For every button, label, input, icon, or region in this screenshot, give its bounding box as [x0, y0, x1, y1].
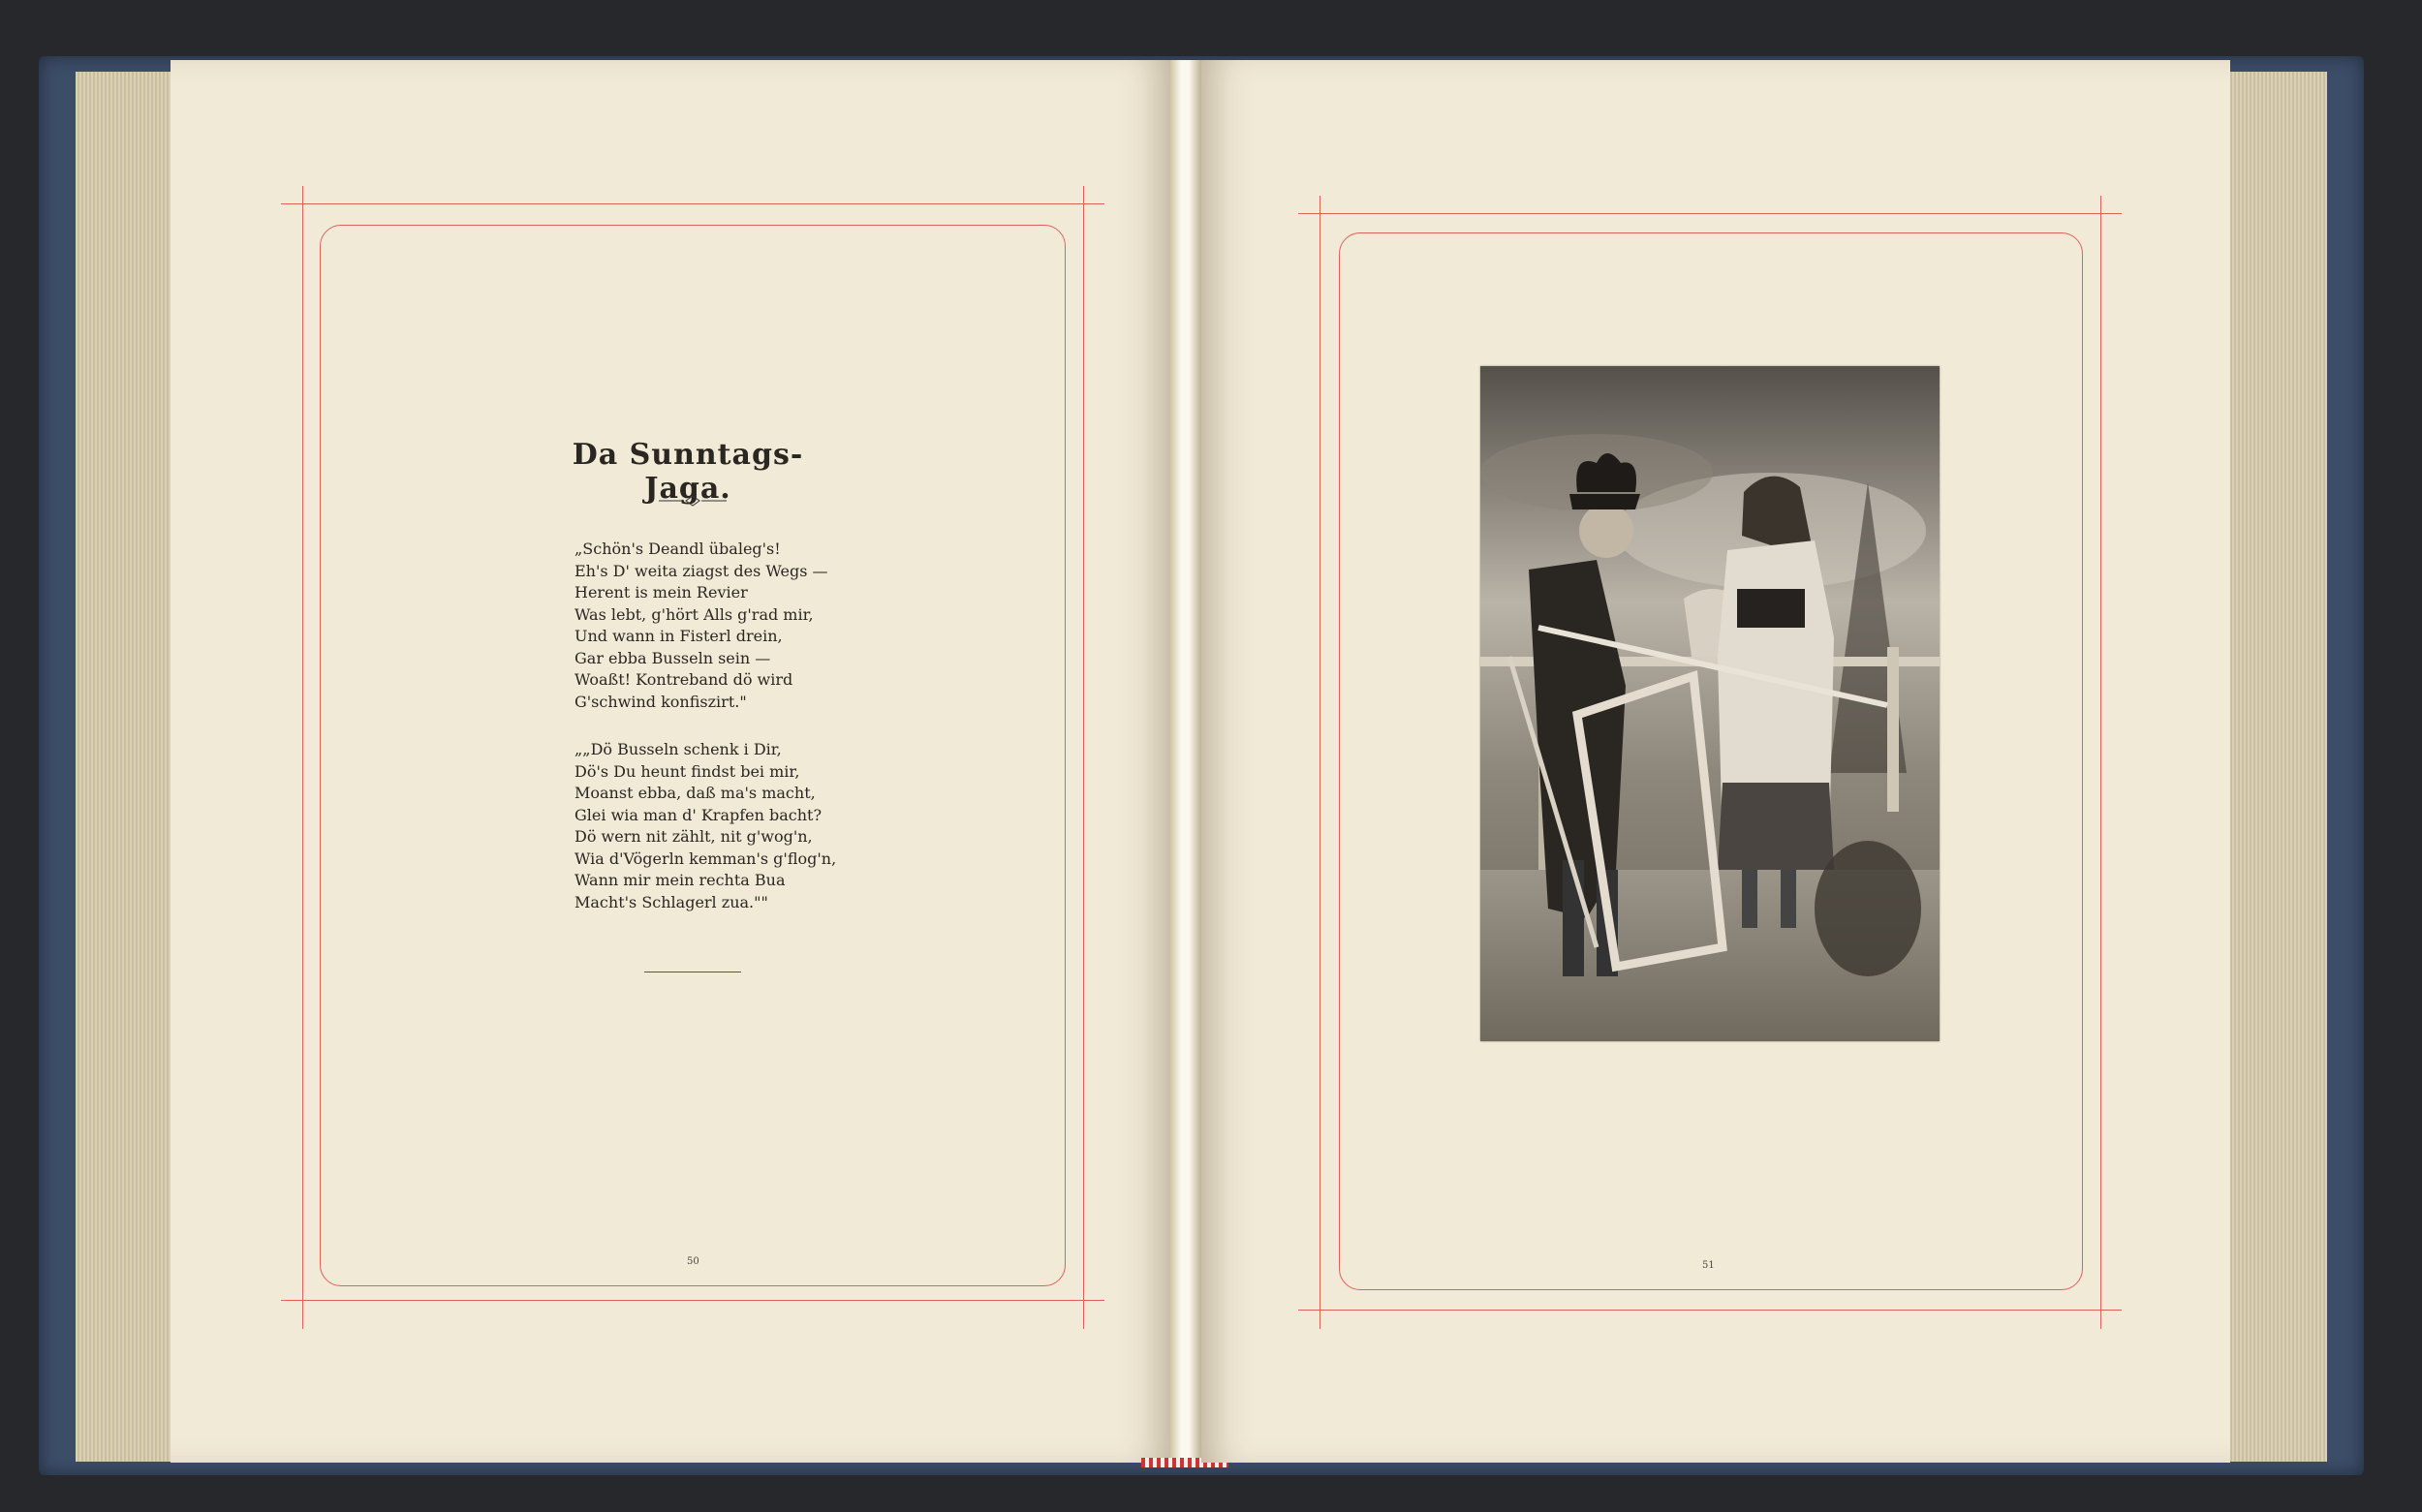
- poem-line: Gar ebba Busseln sein —: [574, 648, 771, 667]
- book-gutter: [1170, 60, 1201, 1463]
- poem-line: Glei wia man d' Krapfen bacht?: [574, 805, 823, 824]
- poem-line: Eh's D' weita ziagst des Wegs —: [574, 561, 828, 580]
- photo-image: [1480, 366, 1940, 1041]
- page-number-left: 50: [687, 1256, 699, 1267]
- poem-line: G'schwind konfiszirt.": [574, 692, 747, 711]
- poem-line: Was lebt, g'hört Alls g'rad mir,: [574, 604, 814, 624]
- poem-line: Und wann in Fisterl drein,: [574, 627, 783, 645]
- page-edges-right: [2220, 72, 2327, 1462]
- poem-line: „Schön's Deandl übaleg's!: [574, 540, 781, 558]
- poem-line: Herent is mein Revier: [574, 583, 748, 602]
- right-frame-bottom-line: [1298, 1310, 2122, 1311]
- poem-line: „„Dö Busseln schenk i Dir,: [574, 740, 782, 758]
- poem-line: Macht's Schlagerl zua."": [574, 892, 768, 911]
- title-ornament: [659, 494, 727, 508]
- left-frame-left-line: [302, 186, 303, 1329]
- poem-line: Dö's Du heunt findst bei mir,: [574, 761, 800, 781]
- right-frame-top-line: [1298, 213, 2122, 214]
- page-number-right: 51: [1702, 1260, 1715, 1271]
- poem-line: Woaßt! Kontreband dö wird: [574, 670, 793, 689]
- left-frame-right-line: [1083, 186, 1084, 1329]
- poem-stanza-1: [574, 539, 828, 713]
- left-frame-top-line: [281, 203, 1104, 204]
- poem-line: Wia d'Vögerln kemman's g'flog'n,: [574, 849, 837, 868]
- poem-title: Da Sunntags-Jaga.: [572, 438, 804, 506]
- poem-stanza-2: [574, 739, 836, 913]
- poem-line: Dö wern nit zählt, nit g'wog'n,: [574, 827, 813, 846]
- poem-line: Moanst ebba, daß ma's macht,: [574, 784, 816, 802]
- poem-line: Wann mir mein rechta Bua: [574, 871, 786, 889]
- right-frame-right-line: [2100, 196, 2101, 1329]
- left-frame-bottom-line: [281, 1300, 1104, 1301]
- page-edges-left: [76, 72, 182, 1462]
- mounted-photograph: [1480, 366, 1940, 1041]
